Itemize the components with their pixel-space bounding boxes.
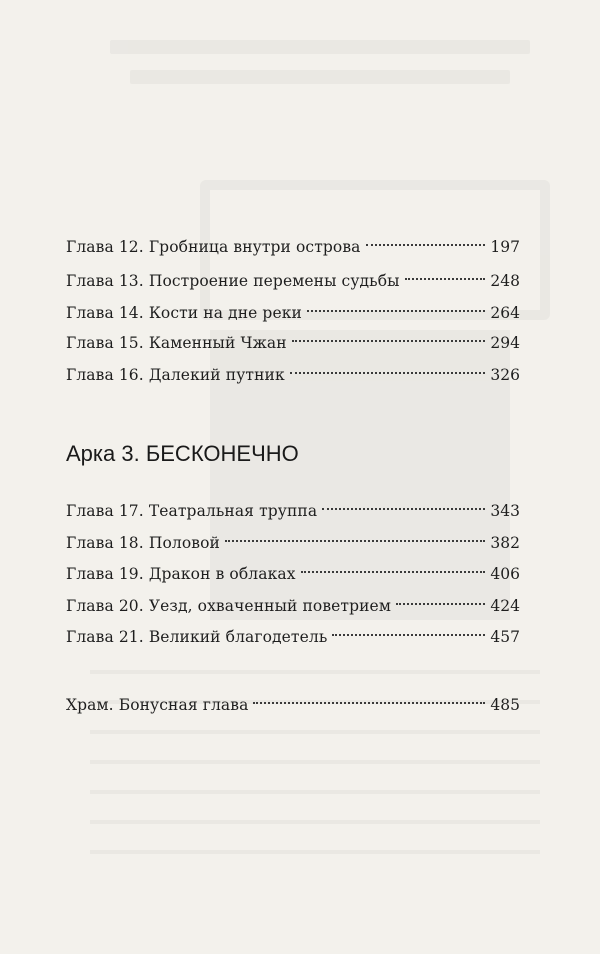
chapter-title: Глава 19. Дракон в облаках bbox=[66, 565, 296, 583]
bonus-title: Храм. Бонусная глава bbox=[66, 696, 249, 714]
dot-leader bbox=[253, 680, 485, 704]
dot-leader bbox=[396, 581, 485, 605]
chapter-title: Глава 16. Далекий путник bbox=[66, 366, 285, 384]
toc-entry[interactable] bbox=[66, 324, 520, 352]
toc-entry[interactable] bbox=[66, 618, 520, 646]
page-number: 343 bbox=[490, 502, 520, 520]
chapter-title: Глава 20. Уезд, охваченный поветрием bbox=[66, 597, 391, 615]
dot-leader bbox=[290, 350, 486, 374]
toc-entry[interactable] bbox=[66, 555, 520, 583]
page-number: 485 bbox=[490, 696, 520, 714]
toc-entry[interactable] bbox=[66, 294, 520, 322]
toc-entry[interactable] bbox=[66, 524, 520, 552]
dot-leader bbox=[366, 222, 486, 246]
dot-leader bbox=[332, 612, 485, 636]
chapter-title: Глава 15. Каменный Чжан bbox=[66, 334, 287, 352]
page-number: 382 bbox=[490, 534, 520, 552]
chapter-title: Глава 18. Половой bbox=[66, 534, 220, 552]
dot-leader bbox=[292, 318, 486, 342]
toc-entry[interactable] bbox=[66, 262, 520, 290]
dot-leader bbox=[225, 518, 485, 542]
page-number: 457 bbox=[490, 628, 520, 646]
chapter-title: Глава 17. Театральная труппа bbox=[66, 502, 318, 520]
dot-leader bbox=[301, 549, 486, 573]
toc-entry[interactable] bbox=[66, 228, 520, 256]
toc-entry[interactable] bbox=[66, 356, 520, 384]
dot-leader bbox=[307, 288, 485, 312]
dot-leader bbox=[405, 256, 486, 280]
page-number: 406 bbox=[490, 565, 520, 583]
page-number: 294 bbox=[490, 334, 520, 352]
page-number: 197 bbox=[490, 238, 520, 256]
page-number: 326 bbox=[490, 366, 520, 384]
dot-leader bbox=[322, 486, 485, 510]
bleed-through-decoration bbox=[90, 30, 550, 930]
chapter-title: Глава 21. Великий благодетель bbox=[66, 628, 328, 646]
page-number: 248 bbox=[490, 272, 520, 290]
toc-entry-bonus[interactable] bbox=[66, 686, 520, 714]
chapter-title: Глава 13. Построение перемены судьбы bbox=[66, 272, 400, 290]
toc-entry[interactable] bbox=[66, 492, 520, 520]
page-number: 264 bbox=[490, 304, 520, 322]
toc-entry[interactable] bbox=[66, 587, 520, 615]
chapter-title: Глава 14. Кости на дне реки bbox=[66, 304, 302, 322]
chapter-title: Глава 12. Гробница внутри острова bbox=[66, 238, 361, 256]
arc3-heading: Арка 3. БЕСКОНЕЧНО bbox=[66, 441, 299, 466]
page-number: 424 bbox=[490, 597, 520, 615]
